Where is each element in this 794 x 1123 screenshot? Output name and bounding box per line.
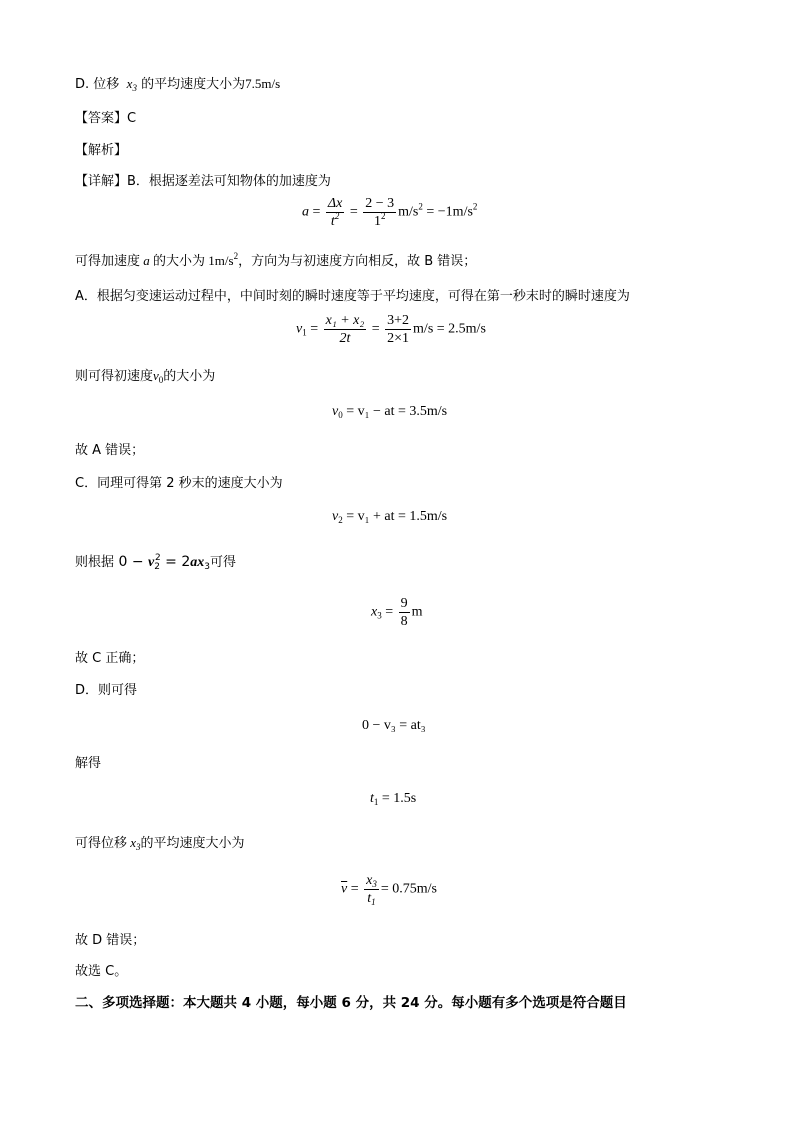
section-title: 二、多项选择题：本大题共 4 小题，每小题 6 分，共 24 分。每小题有多个选项是符合题目 — [75, 995, 627, 1011]
equation-x3: $x_3$ = $\frac{9}{8}$ m — [371, 596, 423, 629]
equation-t1: $t_1 = 1.5s$ — [370, 791, 417, 807]
d-text-line: D．则可得 — [75, 683, 138, 698]
c-relation-line: 则根据 $0 - v_2^2 = 2ax_3$可得 — [75, 553, 236, 572]
equation-v1: $v_1$ = $\frac{\text{x₁ + x₂}}{2t}$ = $\frac{3+2}{2\times 1}$ m/s = 2.5m/s — [296, 313, 486, 346]
equation-avg-velocity: $\overline{v}$ = $\frac{x_3}{t_1}$ = 0.75m/s — [341, 873, 437, 907]
a-wrong-line: 故 A 错误； — [75, 443, 145, 458]
equation-v2: $v_2 = v_1$ + at = 1.5m/s — [332, 509, 448, 525]
fraction-2-3: $\frac{2 - 3}{1^2}$ — [365, 196, 395, 229]
equation-v0: $v_0 = v_1$ − at = 3.5m/s — [332, 404, 448, 420]
analysis-line: 【解析】 — [75, 143, 128, 158]
answer-line: 【答案】C — [75, 111, 137, 126]
c-right-line: 故 C 正确； — [75, 651, 145, 666]
d-wrong-line: 故 D 错误； — [75, 933, 146, 948]
equation-acceleration: a = $\frac{\Delta x}{t^2}$ = $\frac{2 - 3}{1^2}$ $m/s^2 = -1m/s^2$ — [302, 196, 478, 229]
v0-text-line: 则可得初速度$v_0$的大小为 — [75, 368, 216, 385]
a-text-line: A．根据匀变速运动过程中，中间时刻的瞬时速度等于平均速度，可得在第一秒末时的瞬时速度为 — [75, 289, 630, 304]
option-d-value: 7.5m/s — [245, 76, 281, 91]
detail-line: 【详解】B．根据逐差法可知物体的加速度为 — [75, 174, 331, 189]
option-d-line — [75, 75, 280, 94]
choose-line: 故选 C。 — [75, 964, 128, 979]
acc-magnitude-line: 可得加速度 a 的大小为 $1m/s^2$，方向为与初速度方向相反，故 B 错误； — [75, 251, 477, 269]
option-d-prefix: D. 位移 — [75, 77, 120, 92]
c-text-line: C．同理可得第 2 秒末的速度大小为 — [75, 476, 283, 491]
fraction-dx-t2: $\frac{\Delta x}{t^2}$ — [327, 196, 343, 229]
option-d-suffix: 的平均速度大小为 — [141, 77, 246, 92]
avg-text-line: 可得位移 $x_3$的平均速度大小为 — [75, 835, 245, 852]
solve-line: 解得 — [75, 756, 102, 771]
equation-t3: 0 − v₃ = at₃ — [362, 718, 426, 733]
var-x3: $x_3$ — [123, 76, 137, 93]
